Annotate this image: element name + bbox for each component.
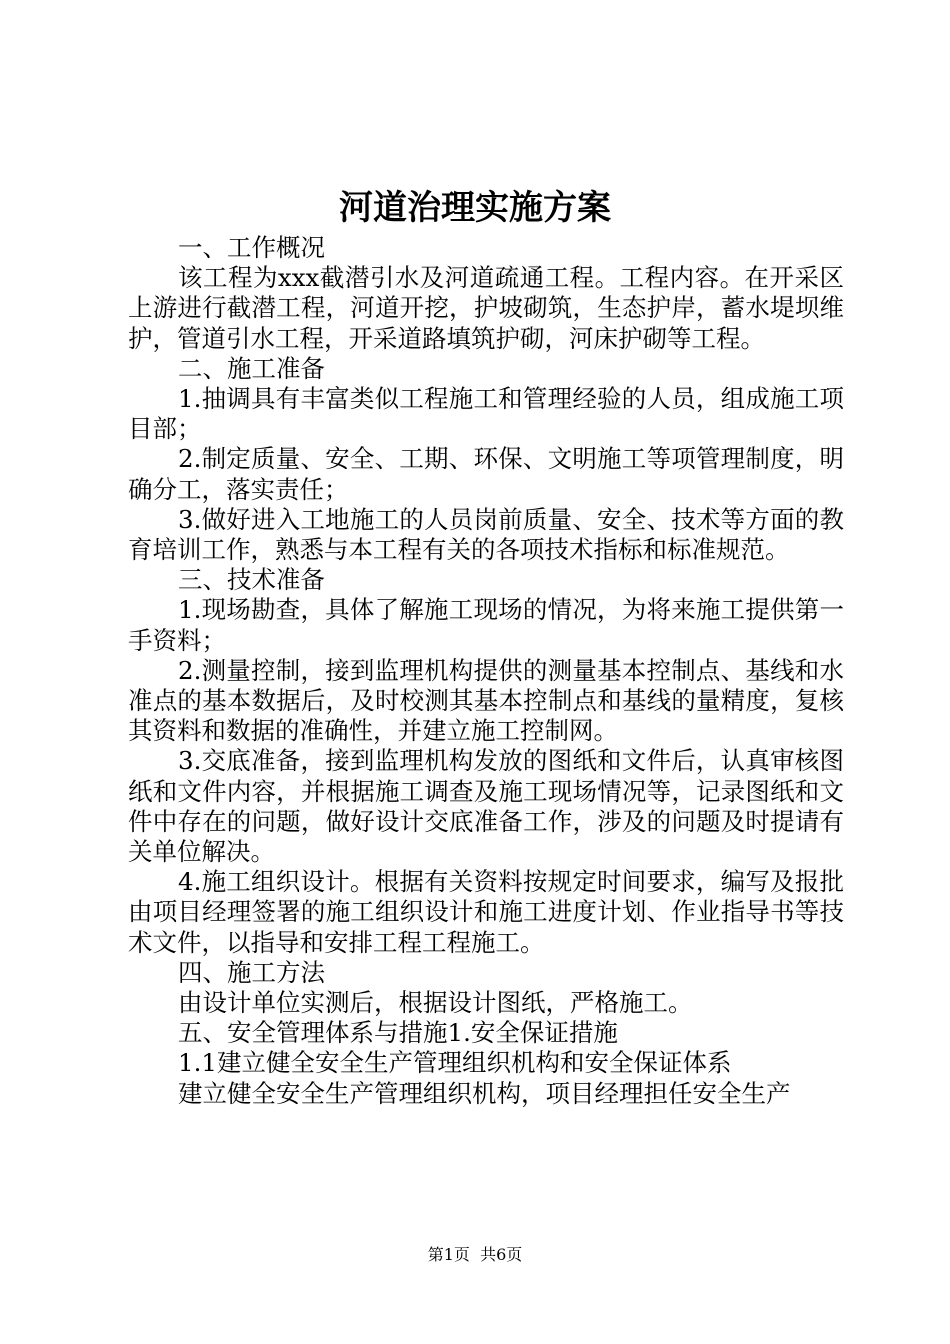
paragraph: 3.交底准备，接到监理机构发放的图纸和文件后，认真审核图纸和文件内容，并根据施工调查及施工现场情况等，记录图纸和文件中存在的问题，做好设计交底准备工作，涉及的问题及时提请有关单位解决。 [128, 746, 844, 867]
paragraph: 由设计单位实测后，根据设计图纸，严格施工。 [178, 988, 693, 1018]
document-title: 河道治理实施方案 [339, 188, 611, 228]
paragraph: 3.做好进入工地施工的人员岗前质量、安全、技术等方面的教育培训工作，熟悉与本工程有关的各项技术指标和标准规范。 [128, 504, 844, 565]
page-number: 第1页 [427, 1245, 470, 1264]
section-heading: 三、技术准备 [178, 565, 325, 595]
page-total: 共6页 [480, 1245, 523, 1264]
paragraph: 建立健全安全生产管理组织机构，项目经理担任安全生产 [178, 1078, 791, 1108]
section-heading: 四、施工方法 [178, 957, 325, 987]
subsection-heading: 1.1建立健全安全生产管理组织机构和安全保证体系 [178, 1048, 732, 1078]
page-footer [0, 1244, 950, 1266]
section-heading: 五、安全管理体系与措施1.安全保证措施 [178, 1018, 618, 1048]
section-heading: 二、施工准备 [178, 353, 325, 383]
paragraph: 2.制定质量、安全、工期、环保、文明施工等项管理制度，明确分工，落实责任； [128, 444, 844, 504]
paragraph: 该工程为xxx截潜引水及河道疏通工程。工程内容。在开采区上游进行截潜工程，河道开挖，护坡砌筑，生态护岸，蓄水堤坝维护，管道引水工程，开采道路填筑护砌，河床护砌等工程。 [128, 263, 844, 353]
paragraph: 2.测量控制，接到监理机构提供的测量基本控制点、基线和水准点的基本数据后，及时校测其基本控制点和基线的量精度，复核其资料和数据的准确性，并建立施工控制网。 [128, 655, 844, 746]
paragraph: 4.施工组织设计。根据有关资料按规定时间要求，编写及报批由项目经理签署的施工组织设计和施工进度计划、作业指导书等技术文件，以指导和安排工程工程施工。 [128, 867, 844, 957]
document-body [128, 233, 844, 1109]
paragraph: 1.抽调具有丰富类似工程施工和管理经验的人员，组成施工项目部； [128, 384, 844, 444]
section-heading: 一、工作概况 [178, 233, 325, 262]
paragraph: 1.现场勘查，具体了解施工现场的情况，为将来施工提供第一手资料； [128, 595, 844, 655]
